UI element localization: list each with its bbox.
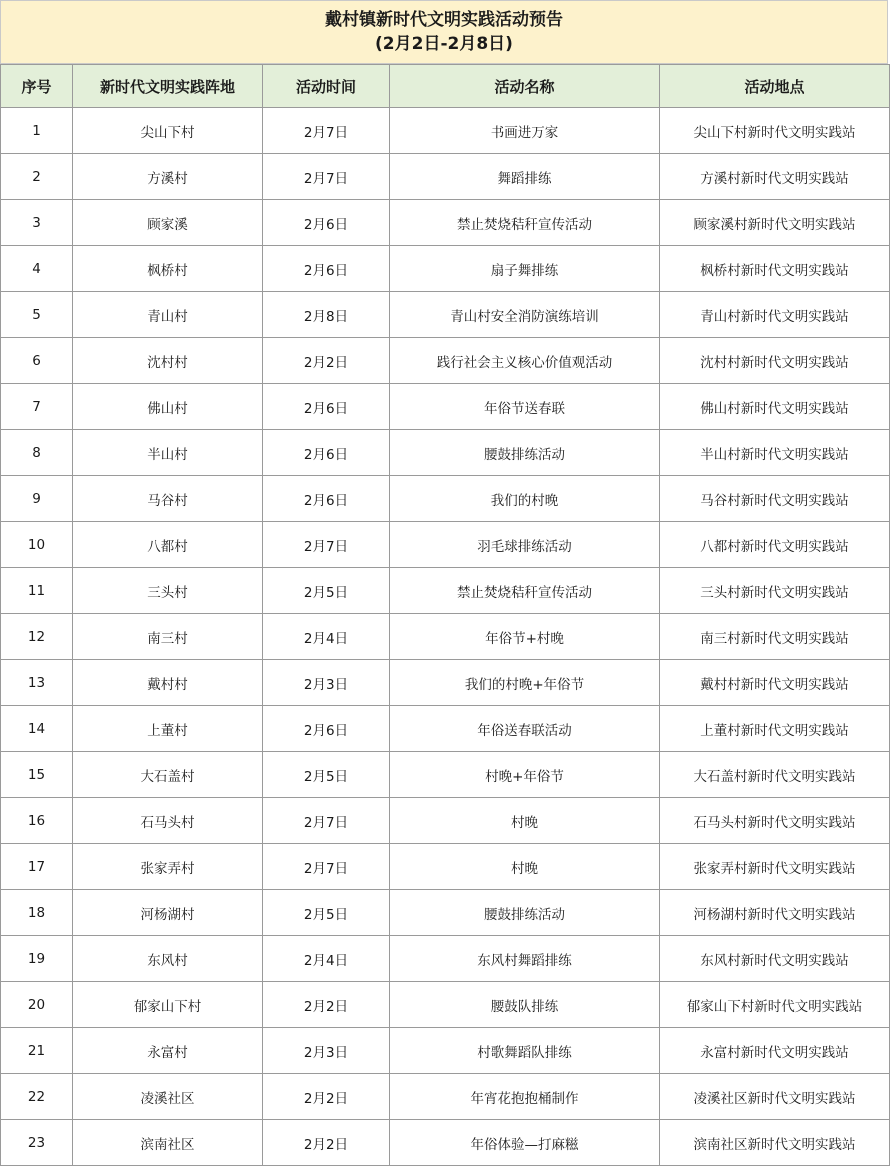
table-row — [1, 660, 890, 706]
cell-index: 15 — [1, 752, 73, 798]
cell-time: 2月2日 — [263, 982, 390, 1028]
cell-time: 2月6日 — [263, 384, 390, 430]
cell-site: 东风村 — [73, 936, 263, 982]
cell-location: 顾家溪村新时代文明实践站 — [660, 200, 890, 246]
cell-location: 滨南社区新时代文明实践站 — [660, 1120, 890, 1166]
cell-site: 枫桥村 — [73, 246, 263, 292]
cell-index: 16 — [1, 798, 73, 844]
cell-time: 2月6日 — [263, 706, 390, 752]
cell-location: 南三村新时代文明实践站 — [660, 614, 890, 660]
cell-time: 2月4日 — [263, 936, 390, 982]
cell-location: 青山村新时代文明实践站 — [660, 292, 890, 338]
cell-activity: 腰鼓排练活动 — [390, 890, 660, 936]
cell-index: 21 — [1, 1028, 73, 1074]
cell-location: 河杨湖村新时代文明实践站 — [660, 890, 890, 936]
cell-time: 2月6日 — [263, 476, 390, 522]
cell-time: 2月2日 — [263, 338, 390, 384]
cell-activity: 村晚 — [390, 798, 660, 844]
column-header-time: 活动时间 — [263, 65, 390, 108]
column-header-index: 序号 — [1, 65, 73, 108]
cell-location: 凌溪社区新时代文明实践站 — [660, 1074, 890, 1120]
cell-index: 20 — [1, 982, 73, 1028]
cell-activity: 村歌舞蹈队排练 — [390, 1028, 660, 1074]
cell-index: 3 — [1, 200, 73, 246]
cell-location: 三头村新时代文明实践站 — [660, 568, 890, 614]
cell-site: 郁家山下村 — [73, 982, 263, 1028]
cell-location: 永富村新时代文明实践站 — [660, 1028, 890, 1074]
cell-time: 2月6日 — [263, 430, 390, 476]
cell-activity: 年宵花抱抱桶制作 — [390, 1074, 660, 1120]
table-row — [1, 752, 890, 798]
cell-index: 9 — [1, 476, 73, 522]
cell-time: 2月7日 — [263, 798, 390, 844]
cell-location: 方溪村新时代文明实践站 — [660, 154, 890, 200]
cell-activity: 禁止焚烧秸秆宣传活动 — [390, 568, 660, 614]
cell-site: 青山村 — [73, 292, 263, 338]
cell-location: 大石盖村新时代文明实践站 — [660, 752, 890, 798]
cell-site: 石马头村 — [73, 798, 263, 844]
cell-index: 23 — [1, 1120, 73, 1166]
cell-site: 半山村 — [73, 430, 263, 476]
table-row — [1, 798, 890, 844]
cell-activity: 扇子舞排练 — [390, 246, 660, 292]
table-row — [1, 430, 890, 476]
cell-activity: 禁止焚烧秸秆宣传活动 — [390, 200, 660, 246]
cell-location: 枫桥村新时代文明实践站 — [660, 246, 890, 292]
cell-time: 2月5日 — [263, 890, 390, 936]
cell-activity: 年俗节+村晚 — [390, 614, 660, 660]
table-row — [1, 890, 890, 936]
cell-location: 张家弄村新时代文明实践站 — [660, 844, 890, 890]
cell-activity: 书画进万家 — [390, 108, 660, 154]
cell-time: 2月2日 — [263, 1120, 390, 1166]
table-row — [1, 568, 890, 614]
header-row — [1, 65, 890, 108]
cell-time: 2月8日 — [263, 292, 390, 338]
cell-activity: 东风村舞蹈排练 — [390, 936, 660, 982]
title-banner — [0, 0, 888, 64]
cell-activity: 腰鼓排练活动 — [390, 430, 660, 476]
cell-site: 南三村 — [73, 614, 263, 660]
table-row — [1, 108, 890, 154]
cell-site: 尖山下村 — [73, 108, 263, 154]
page-title: 戴村镇新时代文明实践活动预告 — [325, 10, 563, 30]
cell-location: 沈村村新时代文明实践站 — [660, 338, 890, 384]
cell-site: 上董村 — [73, 706, 263, 752]
cell-time: 2月7日 — [263, 844, 390, 890]
cell-site: 大石盖村 — [73, 752, 263, 798]
table-row — [1, 522, 890, 568]
cell-time: 2月7日 — [263, 154, 390, 200]
table-row — [1, 1120, 890, 1166]
cell-index: 4 — [1, 246, 73, 292]
cell-site: 沈村村 — [73, 338, 263, 384]
cell-activity: 践行社会主义核心价值观活动 — [390, 338, 660, 384]
cell-location: 佛山村新时代文明实践站 — [660, 384, 890, 430]
table-row — [1, 936, 890, 982]
cell-index: 19 — [1, 936, 73, 982]
column-header-site: 新时代文明实践阵地 — [73, 65, 263, 108]
cell-time: 2月4日 — [263, 614, 390, 660]
cell-time: 2月5日 — [263, 752, 390, 798]
table-row — [1, 1028, 890, 1074]
cell-site: 滨南社区 — [73, 1120, 263, 1166]
cell-time: 2月7日 — [263, 522, 390, 568]
cell-site: 八都村 — [73, 522, 263, 568]
cell-time: 2月3日 — [263, 660, 390, 706]
cell-index: 22 — [1, 1074, 73, 1120]
date-range-subtitle: (2月2日-2月8日) — [375, 34, 513, 54]
cell-activity: 我们的村晚 — [390, 476, 660, 522]
cell-site: 马谷村 — [73, 476, 263, 522]
cell-index: 5 — [1, 292, 73, 338]
cell-activity: 年俗送春联活动 — [390, 706, 660, 752]
table-row — [1, 292, 890, 338]
column-header-activity: 活动名称 — [390, 65, 660, 108]
column-header-location: 活动地点 — [660, 65, 890, 108]
cell-index: 1 — [1, 108, 73, 154]
cell-index: 12 — [1, 614, 73, 660]
cell-location: 八都村新时代文明实践站 — [660, 522, 890, 568]
cell-index: 8 — [1, 430, 73, 476]
cell-index: 7 — [1, 384, 73, 430]
cell-location: 石马头村新时代文明实践站 — [660, 798, 890, 844]
cell-activity: 舞蹈排练 — [390, 154, 660, 200]
table-row — [1, 706, 890, 752]
table-header — [1, 65, 890, 108]
cell-site: 方溪村 — [73, 154, 263, 200]
table-row — [1, 154, 890, 200]
cell-site: 张家弄村 — [73, 844, 263, 890]
cell-site: 戴村村 — [73, 660, 263, 706]
cell-activity: 年俗体验—打麻糍 — [390, 1120, 660, 1166]
cell-index: 2 — [1, 154, 73, 200]
cell-location: 郁家山下村新时代文明实践站 — [660, 982, 890, 1028]
cell-activity: 羽毛球排练活动 — [390, 522, 660, 568]
cell-location: 上董村新时代文明实践站 — [660, 706, 890, 752]
cell-time: 2月6日 — [263, 246, 390, 292]
cell-index: 13 — [1, 660, 73, 706]
table-row — [1, 338, 890, 384]
cell-site: 佛山村 — [73, 384, 263, 430]
cell-site: 永富村 — [73, 1028, 263, 1074]
cell-location: 马谷村新时代文明实践站 — [660, 476, 890, 522]
cell-activity: 我们的村晚+年俗节 — [390, 660, 660, 706]
cell-index: 11 — [1, 568, 73, 614]
cell-location: 东风村新时代文明实践站 — [660, 936, 890, 982]
table-row — [1, 982, 890, 1028]
cell-activity: 年俗节送春联 — [390, 384, 660, 430]
cell-time: 2月2日 — [263, 1074, 390, 1120]
activity-schedule-table — [0, 64, 890, 1166]
cell-location: 尖山下村新时代文明实践站 — [660, 108, 890, 154]
cell-time: 2月5日 — [263, 568, 390, 614]
cell-location: 戴村村新时代文明实践站 — [660, 660, 890, 706]
table-row — [1, 246, 890, 292]
cell-index: 10 — [1, 522, 73, 568]
cell-index: 18 — [1, 890, 73, 936]
table-row — [1, 200, 890, 246]
cell-activity: 村晚+年俗节 — [390, 752, 660, 798]
cell-time: 2月7日 — [263, 108, 390, 154]
cell-site: 三头村 — [73, 568, 263, 614]
cell-index: 17 — [1, 844, 73, 890]
cell-site: 河杨湖村 — [73, 890, 263, 936]
table-body — [1, 108, 890, 1166]
cell-location: 半山村新时代文明实践站 — [660, 430, 890, 476]
table-row — [1, 1074, 890, 1120]
table-row — [1, 384, 890, 430]
cell-index: 6 — [1, 338, 73, 384]
cell-activity: 腰鼓队排练 — [390, 982, 660, 1028]
table-row — [1, 614, 890, 660]
cell-activity: 村晚 — [390, 844, 660, 890]
cell-index: 14 — [1, 706, 73, 752]
cell-site: 凌溪社区 — [73, 1074, 263, 1120]
table-row — [1, 476, 890, 522]
cell-time: 2月3日 — [263, 1028, 390, 1074]
cell-site: 顾家溪 — [73, 200, 263, 246]
cell-activity: 青山村安全消防演练培训 — [390, 292, 660, 338]
table-row — [1, 844, 890, 890]
cell-time: 2月6日 — [263, 200, 390, 246]
